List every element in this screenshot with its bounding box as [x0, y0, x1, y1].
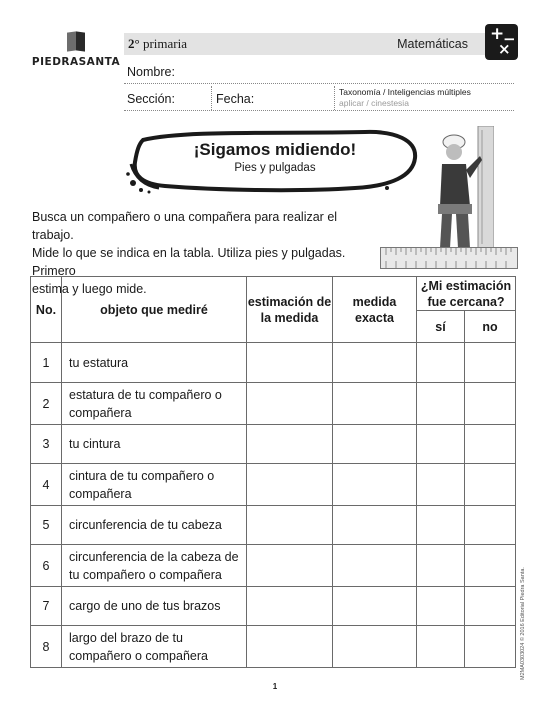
date-divider: [334, 86, 335, 110]
yes-cell[interactable]: [417, 626, 465, 668]
close-line-2: fue cercana?: [427, 294, 505, 309]
yes-cell[interactable]: [417, 545, 465, 587]
exact-cell[interactable]: [333, 506, 417, 545]
exact-cell[interactable]: [333, 545, 417, 587]
times-sign: ×: [498, 40, 511, 58]
exact-cell[interactable]: [333, 587, 417, 626]
table-row: [31, 464, 516, 506]
row-number: 5: [31, 506, 62, 545]
row-object: [62, 587, 247, 626]
name-line[interactable]: [124, 83, 514, 84]
table-row: [31, 626, 516, 668]
col-header-yes: sí: [417, 311, 465, 343]
book-logo-icon: [63, 30, 89, 52]
col-header-exact: [333, 277, 417, 343]
yes-cell[interactable]: [417, 343, 465, 383]
row-number: 7: [31, 587, 62, 626]
no-cell[interactable]: [465, 506, 516, 545]
row-object: [62, 506, 247, 545]
date-label: Fecha:: [216, 92, 255, 106]
table-row: [31, 587, 516, 626]
instruction-line-2: Mide lo que se indica en la tabla. Utiliza pies y pulgadas. Primero: [32, 246, 346, 278]
row-object-line-1: circunferencia de la cabeza de: [69, 549, 239, 564]
row-object-line-2: compañero o compañera: [69, 648, 208, 663]
yes-cell[interactable]: [417, 506, 465, 545]
row-object-line-1: estatura de tu compañero o: [69, 387, 222, 402]
yes-cell[interactable]: [417, 587, 465, 626]
estimate-cell[interactable]: [247, 343, 333, 383]
row-object: [62, 343, 247, 383]
instruction-line-1: Busca un compañero o una compañera para realizar el trabajo.: [32, 210, 338, 242]
yes-cell[interactable]: [417, 425, 465, 464]
row-object-line-1: cintura de tu compañero o: [69, 468, 215, 483]
name-label: Nombre:: [127, 65, 175, 79]
estimate-cell[interactable]: [247, 545, 333, 587]
plus-sign: +: [490, 24, 505, 44]
subject-title: Matemáticas: [397, 37, 468, 51]
yes-cell[interactable]: [417, 464, 465, 506]
estimate-cell[interactable]: [247, 626, 333, 668]
row-number: 6: [31, 545, 62, 587]
no-cell[interactable]: [465, 587, 516, 626]
exact-cell[interactable]: [333, 626, 417, 668]
row-number: 1: [31, 343, 62, 383]
row-object-line-2: compañera: [69, 405, 132, 420]
row-object: [62, 545, 247, 587]
measurement-table: [30, 276, 516, 668]
table-row: [31, 383, 516, 425]
table-row: [31, 425, 516, 464]
instruction-line-3: estima y luego mide.: [32, 282, 147, 296]
row-number: 2: [31, 383, 62, 425]
no-cell[interactable]: [465, 545, 516, 587]
estimate-cell[interactable]: [247, 425, 333, 464]
exact-line-1: medida: [352, 294, 397, 309]
estimate-cell[interactable]: [247, 587, 333, 626]
no-cell[interactable]: [465, 425, 516, 464]
col-header-close: [417, 277, 516, 311]
worksheet-title: ¡Sigamos midiendo!: [193, 140, 357, 159]
row-object: [62, 464, 247, 506]
estimate-cell[interactable]: [247, 464, 333, 506]
estimate-line-2: la medida: [260, 310, 319, 325]
row-object-line-1: cargo de uno de tus brazos: [69, 599, 221, 613]
row-number: 4: [31, 464, 62, 506]
exact-cell[interactable]: [333, 343, 417, 383]
col-header-no: No.: [31, 277, 62, 343]
minus-sign: −: [503, 30, 516, 48]
table-row: [31, 343, 516, 383]
worker-measuring-photo: [432, 126, 494, 248]
row-object: [62, 425, 247, 464]
section-line: [124, 110, 514, 111]
col-header-no-answer: no: [465, 311, 516, 343]
grade-number: 2°: [128, 36, 140, 51]
taxonomy-value: aplicar / cinestesia: [339, 98, 409, 108]
estimate-line-1: estimación de: [247, 294, 332, 309]
worksheet-subtitle: Pies y pulgadas: [234, 162, 316, 174]
page-number: 1: [272, 682, 278, 691]
exact-cell[interactable]: [333, 464, 417, 506]
row-object-line-2: tu compañero o compañera: [69, 567, 222, 582]
row-object: [62, 626, 247, 668]
no-cell[interactable]: [465, 383, 516, 425]
no-cell[interactable]: [465, 464, 516, 506]
row-object-line-1: circunferencia de tu cabeza: [69, 518, 222, 532]
row-number: 3: [31, 425, 62, 464]
exact-cell[interactable]: [333, 383, 417, 425]
grade-subject-bar: [124, 33, 508, 55]
row-object-line-1: tu estatura: [69, 355, 129, 370]
table-row: [31, 506, 516, 545]
exact-cell[interactable]: [333, 425, 417, 464]
publisher-logo: [30, 30, 122, 68]
estimate-cell[interactable]: [247, 383, 333, 425]
math-signs-icon: [485, 24, 518, 60]
ruler-icon: [380, 247, 518, 269]
taxonomy-title: Taxonomía / Inteligencias múltiples: [339, 87, 471, 97]
title-banner: [125, 128, 425, 194]
row-object-line-1: largo del brazo de tu: [69, 630, 183, 645]
exact-line-2: exacta: [355, 310, 394, 325]
row-object: [62, 383, 247, 425]
section-divider: [211, 86, 212, 110]
row-object-line-1: tu cintura: [69, 437, 121, 451]
close-line-1: ¿Mi estimación: [420, 278, 512, 293]
copyright-note: M2MA0303024 © 2016 Editorial Piedra Santa.: [520, 567, 526, 680]
section-label: Sección:: [127, 92, 175, 106]
row-object-line-2: compañera: [69, 486, 132, 501]
grade-level: primaria: [142, 36, 187, 51]
col-header-object: objeto que mediré: [62, 277, 247, 343]
table-row: [31, 545, 516, 587]
no-cell[interactable]: [465, 626, 516, 668]
no-cell[interactable]: [465, 343, 516, 383]
publisher-name: PIEDRASANTA: [31, 56, 121, 68]
estimate-cell[interactable]: [247, 506, 333, 545]
row-number: 8: [31, 626, 62, 668]
col-header-estimate: [247, 277, 333, 343]
ink-frame-icon: [125, 128, 425, 194]
yes-cell[interactable]: [417, 383, 465, 425]
grade-label: [128, 36, 187, 52]
